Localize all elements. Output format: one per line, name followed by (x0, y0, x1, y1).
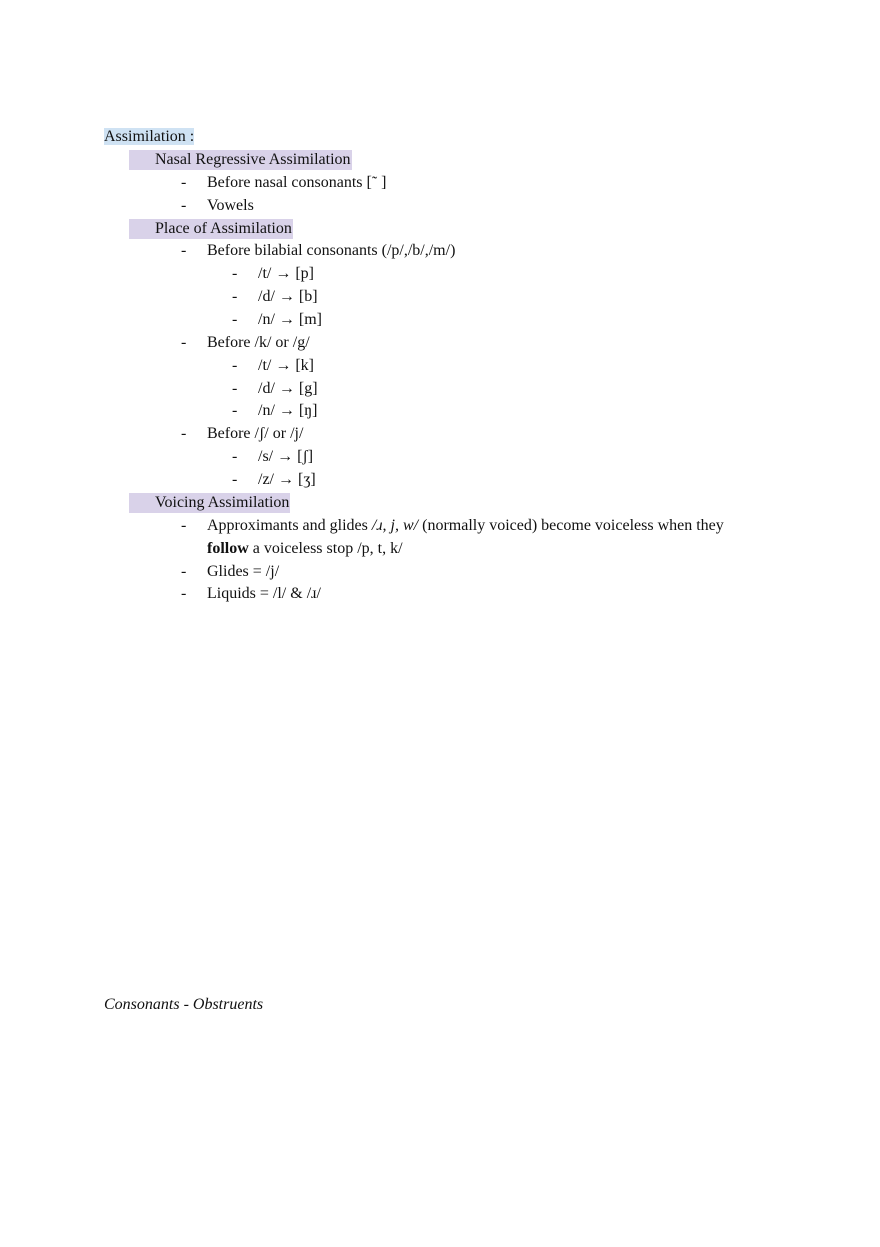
voicing-heading: Voicing Assimilation (155, 494, 290, 511)
list-item: Before /k/ or /g/ (207, 334, 310, 351)
bullet-dash: - (181, 197, 187, 214)
rule-item: /d/ → [b] (258, 288, 318, 305)
section-heading: Assimilation : (104, 128, 195, 145)
bullet-dash: - (181, 334, 187, 351)
rule-item: /t/ → [p] (258, 265, 314, 282)
rule-item: /n/ → [m] (258, 311, 322, 328)
list-item: Glides = /j/ (207, 563, 280, 580)
approx-symbols: /ɹ, j, w/ (371, 517, 419, 534)
bullet-dash: - (232, 471, 238, 488)
approx-text: (normally voiced) become voiceless when they (418, 517, 724, 534)
list-item: Liquids = /l/ & /ɹ/ (207, 585, 321, 602)
list-item (207, 516, 724, 536)
list-item: Before nasal consonants [˜ ] (207, 174, 387, 191)
place-heading: Place of Assimilation (155, 220, 292, 237)
rule-item: /d/ → [g] (258, 380, 318, 397)
bullet-dash: - (181, 242, 187, 259)
nasal-heading: Nasal Regressive Assimilation (155, 151, 351, 168)
bullet-dash: - (232, 448, 238, 465)
section-subheading: Consonants - Obstruents (104, 996, 264, 1013)
bullet-dash: - (232, 357, 238, 374)
bullet-dash: - (181, 425, 187, 442)
rule-item: /z/ → [ʒ] (258, 471, 316, 488)
rule-item: /n/ → [ŋ] (258, 402, 318, 419)
approx-text: a voiceless stop /p, t, k/ (248, 540, 403, 557)
bullet-dash: - (181, 585, 187, 602)
bullet-dash: - (232, 380, 238, 397)
bullet-dash: - (232, 265, 238, 282)
bullet-dash: - (232, 402, 238, 419)
bullet-dash: - (232, 311, 238, 328)
rule-item: /s/ → [ʃ] (258, 448, 314, 465)
list-item: Vowels (207, 197, 254, 214)
bullet-dash: - (181, 517, 187, 534)
approx-text: Approximants and glides (207, 517, 372, 534)
list-item-continuation (207, 539, 403, 559)
bullet-dash: - (232, 288, 238, 305)
bullet-dash: - (181, 174, 187, 191)
list-item: Before /ʃ/ or /j/ (207, 425, 304, 442)
rule-item: /t/ → [k] (258, 357, 314, 374)
bullet-dash: - (181, 563, 187, 580)
bold-word: follow (207, 540, 249, 557)
list-item: Before bilabial consonants (/p/,/b/,/m/) (207, 242, 456, 259)
